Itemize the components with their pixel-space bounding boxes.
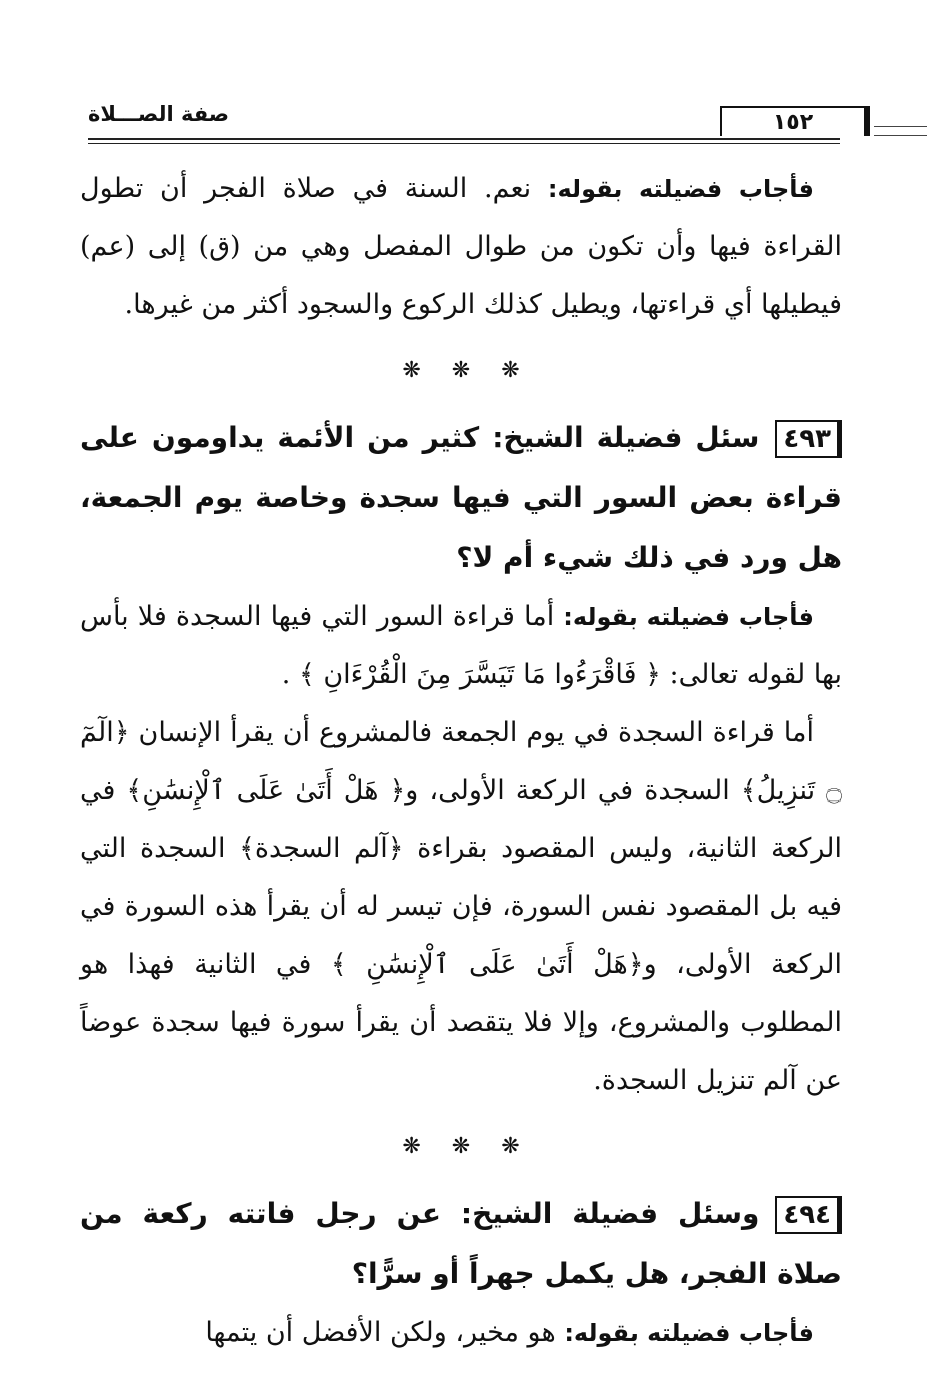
answer-493-continued: أما قراءة السجدة في يوم الجمعة فالمشروع أن يقرأ الإنسان ﴿الٓمٓ ۝ تَنزِيلُ﴾ السجدة في الركعة الأولى، و﴿ هَلْ أَتَىٰ عَلَى ٱلْإِنسَٰنِ﴾ في الركعة الثانية، وليس المقصود بقراءة ﴿آلم السجدة﴾ السجدة التي فيه بل المقصود نفس السورة، فإن تيسر له أن يقرأ هذه السورة في الركعة الأولى، و﴿هَلْ أَتَىٰ عَلَى ٱلْإِنسَٰنِ ﴾ في الثانية فهذا هو المطلوب والمشروع، وإلا فلا يتقصد أن يقرأ سورة فيها سجدة عوضاً عن آلم تنزيل السجدة.: [80, 717, 842, 1096]
section-separator: ❋ ❋ ❋: [402, 358, 520, 383]
running-title: صفة الصـــلاة: [88, 102, 230, 126]
quran-quote: ﴿ فَاقْرَءُوا مَا تَيَسَّرَ مِنَ الْقُرْءَانِ ﴾: [298, 659, 661, 690]
question-text-494: وسئل فضيلة الشيخ: عن رجل فاتته ركعة من صلاة الفجر، هل يكمل جهراً أو سرًّا؟: [80, 1197, 842, 1290]
answer-text-493-end: .: [281, 659, 299, 690]
question-text-493: سئل فضيلة الشيخ: كثير من الأئمة يداومون على قراءة بعض السور التي فيها سجدة وخاصة يوم الجمعة، هل ورد في ذلك شيء أم لا؟: [80, 421, 842, 574]
answer-text-494: هو مخير، ولكن الأفضل أن يتمها: [205, 1317, 565, 1348]
answer-text: نعم. السنة في صلاة الفجر أن تطول القراءة فيها وأن تكون من طوال المفصل وهي من (ق) إلى (عم) فيطيلها أي قراءتها، ويطيل كذلك الركوع والسجود أكثر من غيرها.: [80, 173, 842, 320]
answer-paragraph: [80, 160, 842, 334]
answer-text-493: أما قراءة السور التي فيها السجدة فلا بأس بها لقوله تعالى:: [80, 601, 842, 690]
header-rule: [88, 138, 840, 140]
page-body: [80, 160, 842, 1362]
answer-493: [80, 588, 842, 704]
question-493: [80, 408, 842, 588]
header-rule-thin: [88, 143, 840, 144]
question-number-493: ٤٩٣: [775, 420, 842, 458]
question-494: [80, 1184, 842, 1304]
answer-lead-494: فأجاب فضيلته بقوله:: [564, 1319, 814, 1347]
page-number: ١٥٢: [720, 106, 870, 136]
page-header: [88, 98, 840, 148]
question-number-494: ٤٩٤: [775, 1196, 842, 1234]
answer-lead: فأجاب فضيلته بقوله:: [547, 175, 814, 203]
answer-lead-493: فأجاب فضيلته بقوله:: [563, 603, 814, 631]
answer-494: [80, 1304, 842, 1362]
header-ornament: [874, 126, 927, 136]
section-separator-2: ❋ ❋ ❋: [402, 1134, 520, 1159]
